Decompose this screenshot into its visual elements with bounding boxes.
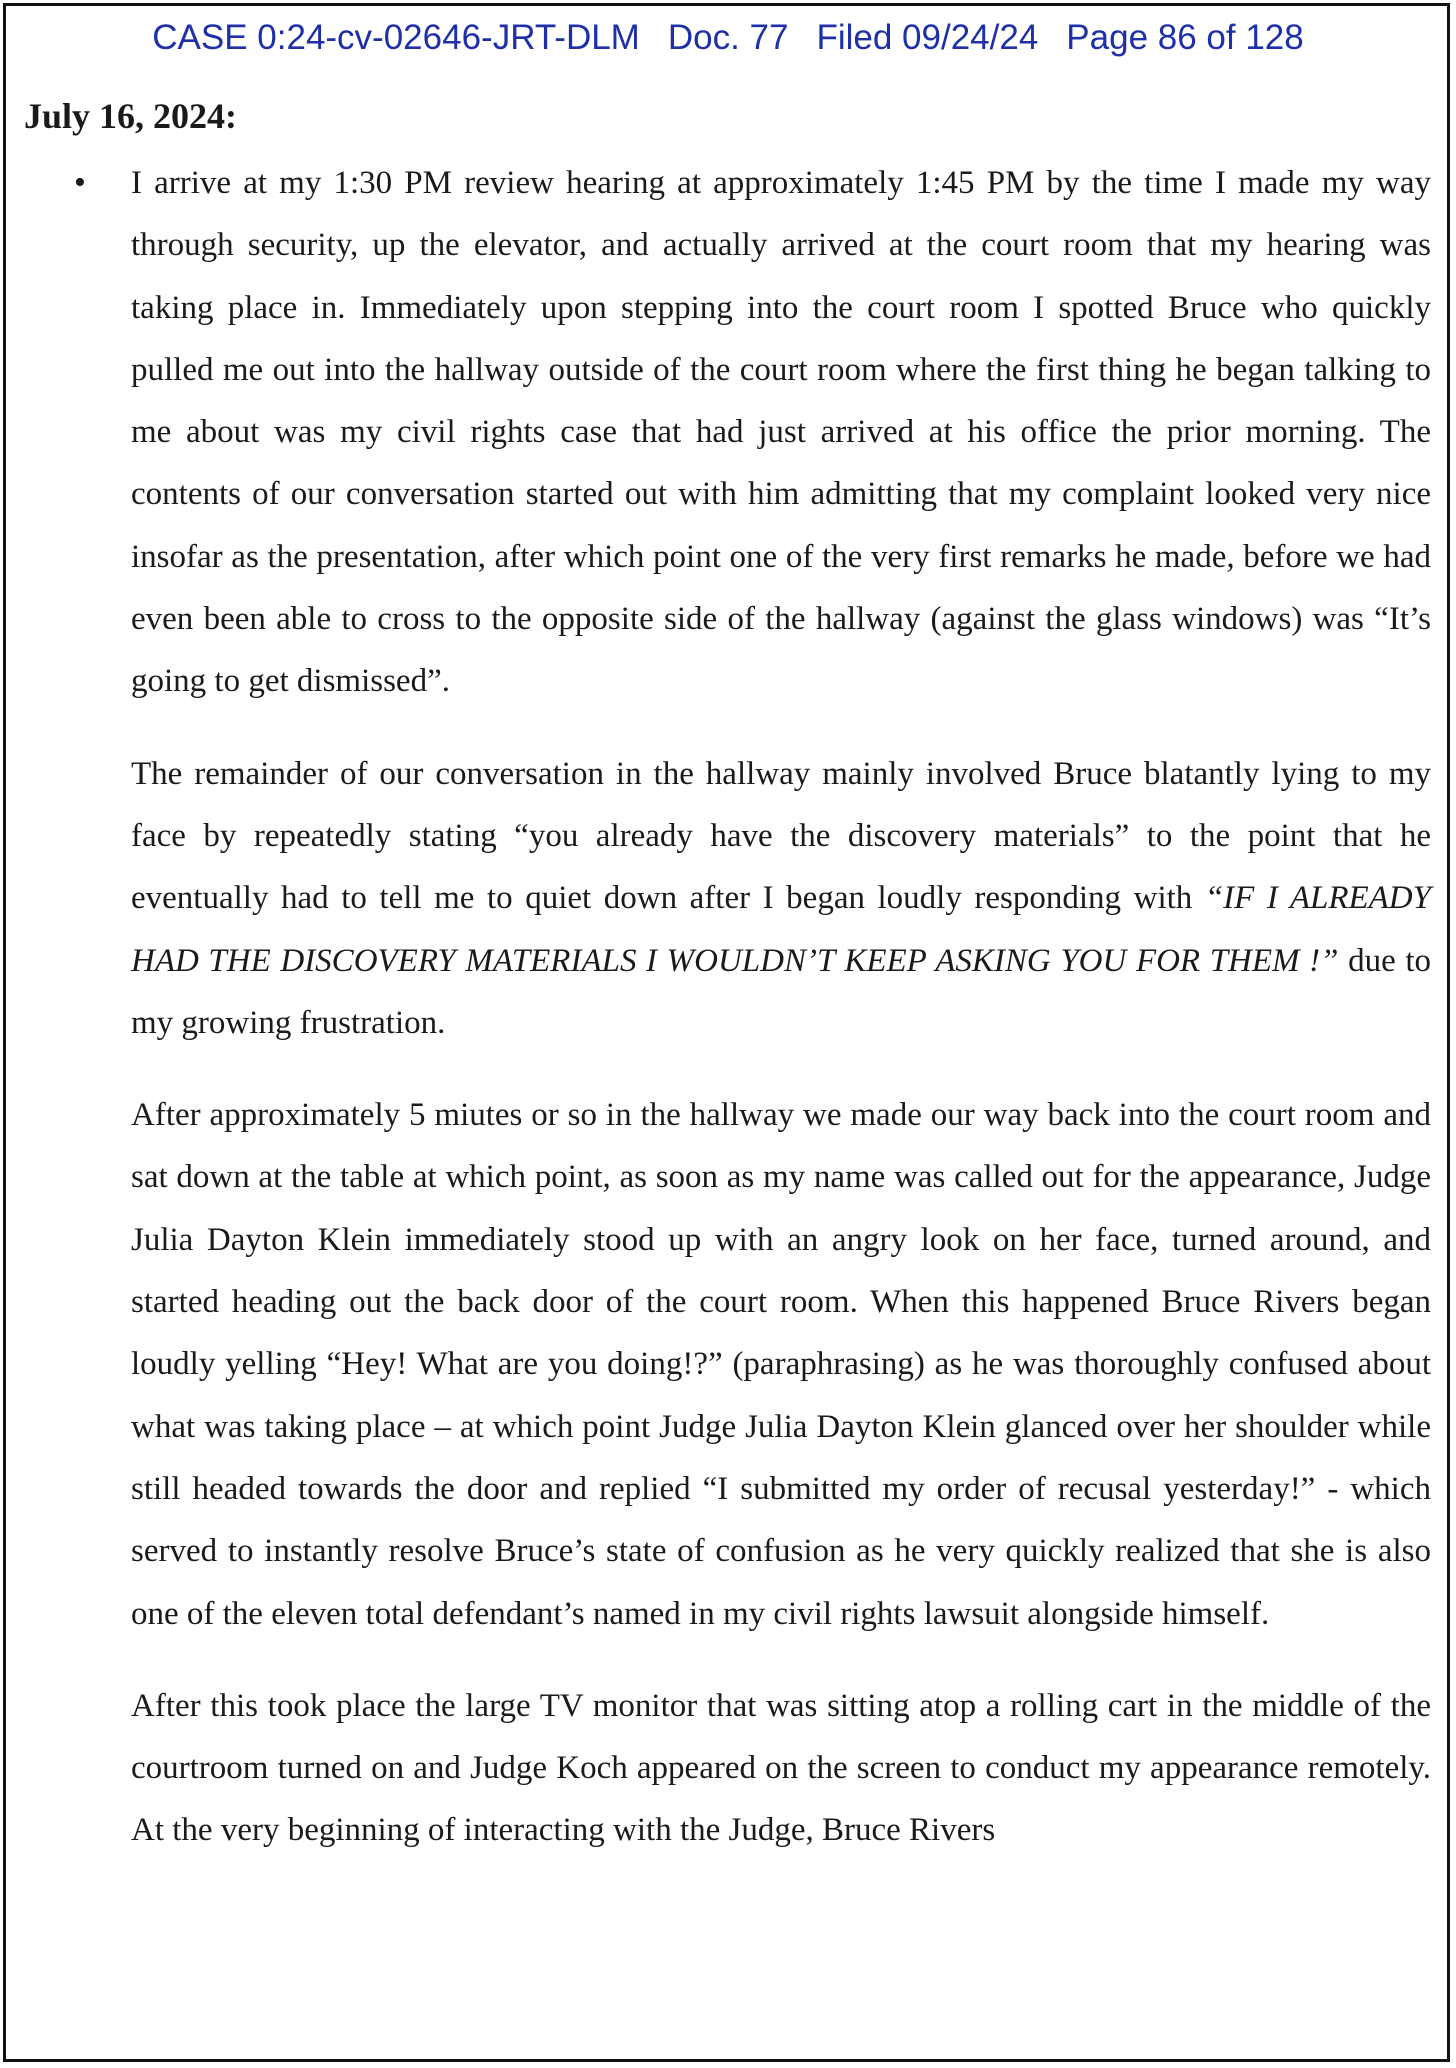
paragraph-2-text-end: due to my growing frustration. xyxy=(131,942,1432,1041)
paragraph-4: After this took place the large TV monitor that was sitting atop a rolling cart in the middle of the courtroom turned on and Judge Koch appeared on the screen to conduct my appearance remotely. At the very beginning of interacting with the Judge, Bruce Rivers xyxy=(131,1687,1431,1849)
paragraph-2 xyxy=(131,743,1431,1054)
case-number: CASE 0:24-cv-02646-JRT-DLM xyxy=(152,18,640,57)
bullet-marker: • xyxy=(74,164,86,201)
paragraph-2-italic-quote: “IF I ALREADY HAD THE DISCOVERY MATERIALS I WOULDN’T KEEP ASKING YOU FOR THEM !” xyxy=(131,880,1431,979)
page-number: Page 86 of 128 xyxy=(1066,18,1304,57)
document-number: Doc. 77 xyxy=(667,18,789,57)
paragraph-1: I arrive at my 1:30 PM review hearing at approximately 1:45 PM by the time I made my way through security, up the elevator, and actually arrived at the court room that my hearing was taking place in. Immediately upon stepping into the court room I spotted Bruce who quickly pulled me out into the hallway outside of the court room where the first thing he began talking to me about was my civil rights case that had just arrived at his office the prior morning. The contents of our conversation started out with him admitting that my complaint looked very nice insofar as the presentation, after which point one of the very first remarks he made, before we had even been able to cross to the opposite side of the hallway (against the glass windows) was “It’s going to get dismissed”. xyxy=(131,165,1431,700)
filed-date: Filed 09/24/24 xyxy=(816,18,1039,57)
paragraph-2-text-start: The remainder of our conversation in the hallway mainly involved Bruce blatantly lying to my face by repeatedly stating “you already have the discovery materials” to the point that he eventually had to tell me to quiet down after I began loudly responding with xyxy=(131,755,1431,917)
paragraph-3: After approximately 5 miutes or so in the hallway we made our way back into the court room and sat down at the table at which point, as soon as my name was called out for the appearance, Judge Julia Dayton Klein immediately stood up with an angry look on her face, turned around, and started heading out the back door of the court room. When this happened Bruce Rivers began loudly yelling “Hey! What are you doing!?” (paraphrasing) as he was thoroughly confused about what was taking place – at which point Judge Julia Dayton Klein glanced over her shoulder while still headed towards the door and replied “I submitted my order of recusal yesterday!” - which served to instantly resolve Bruce’s state of confusion as he very quickly realized that she is also one of the eleven total defendant’s named in my civil rights lawsuit alongside himself. xyxy=(131,1097,1431,1632)
document-body xyxy=(131,152,1431,1862)
date-heading: July 16, 2024: xyxy=(24,96,238,136)
case-header xyxy=(0,14,1456,62)
